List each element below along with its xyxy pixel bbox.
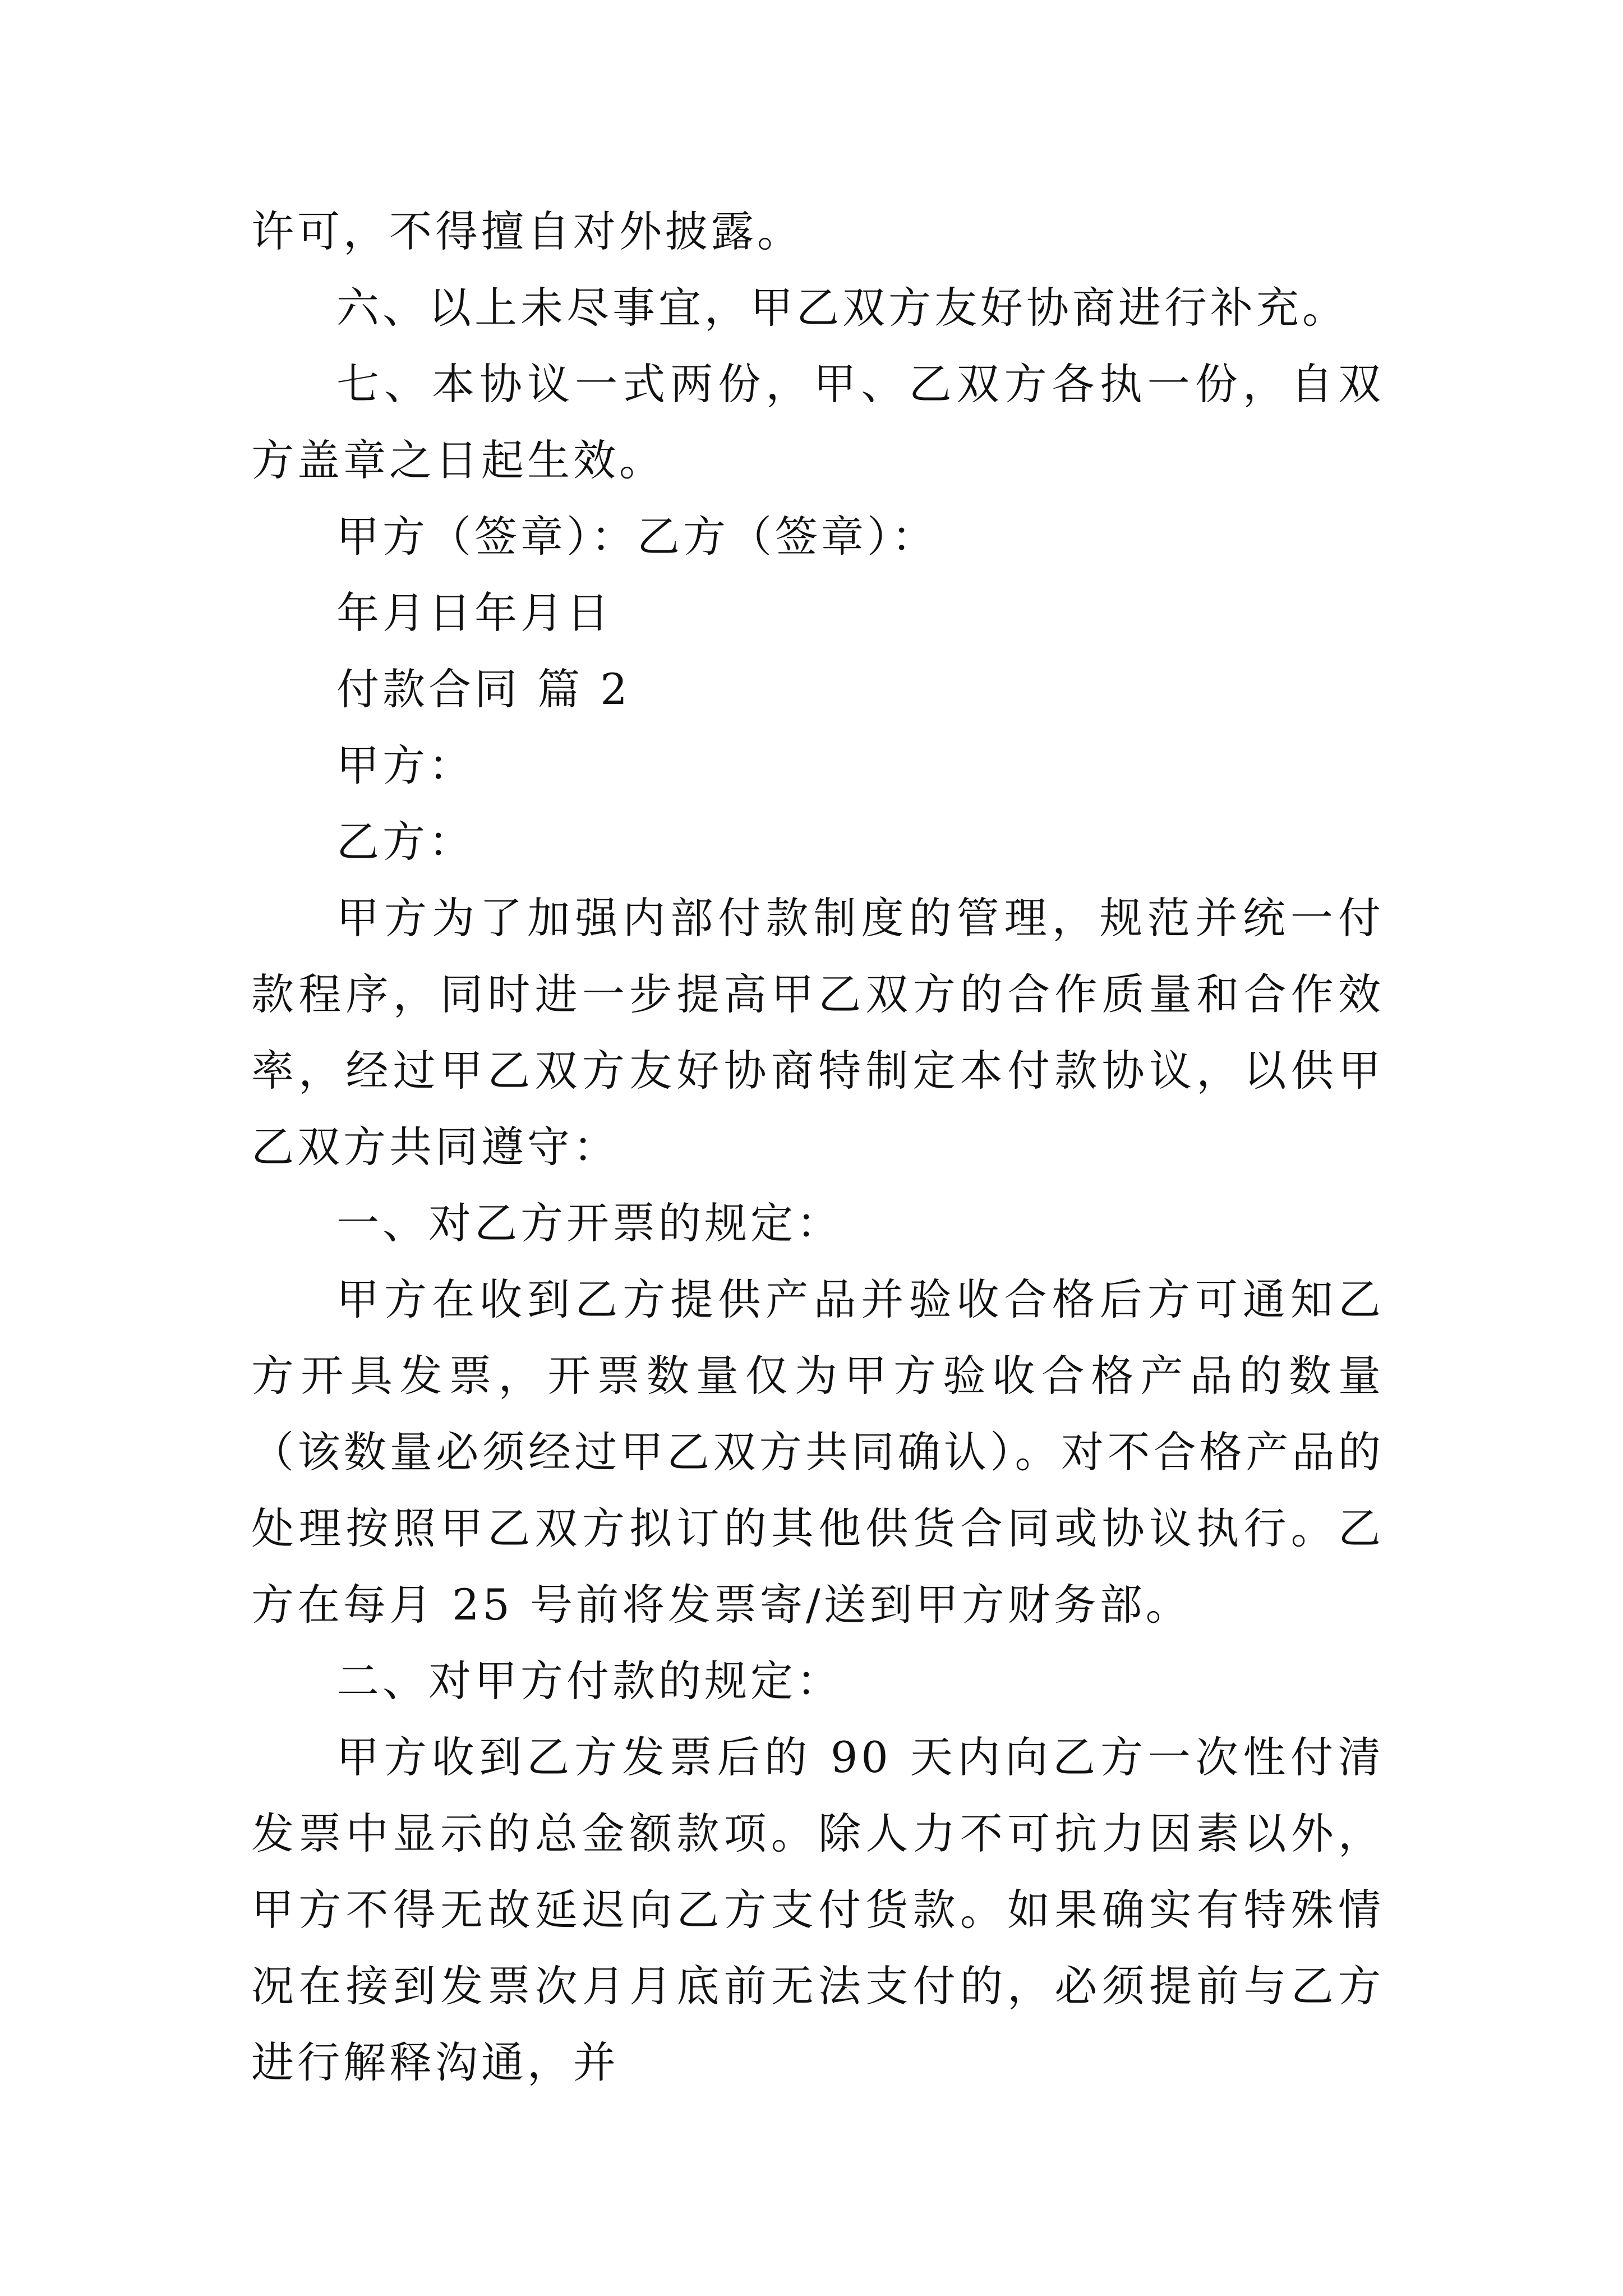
paragraph: 许可，不得擅自对外披露。 — [251, 206, 803, 256]
paragraph: 七、本协议一式两份，甲、乙双方各执一份，自双方盖章之日起生效。 — [251, 359, 1384, 485]
signature-line: 甲方（签章）：乙方（签章）： — [336, 512, 938, 562]
date-line: 年月日年月日 — [336, 588, 612, 638]
paragraph: 甲方在收到乙方提供产品并验收合格后方可通知乙方开具发票，开票数量仅为甲方验收合格产品的数量（该数量必须经过甲乙双方共同确认）。对不合格产品的处理按照甲乙双方拟订的其他供货合同或协议执行。乙方在每月 25 号前将发票寄/送到甲方财务部。 — [251, 1274, 1384, 1630]
paragraph: 甲方为了加强内部付款制度的管理，规范并统一付款程序，同时进一步提高甲乙双方的合作质量和合作效率，经过甲乙双方友好协商特制定本付款协议，以供甲乙双方共同遵守： — [251, 893, 1384, 1172]
section-heading: 付款合同 篇 2 — [336, 664, 631, 714]
paragraph: 甲方收到乙方发票后的 90 天内向乙方一次性付清发票中显示的总金额款项。除人力不可抗力因素以外，甲方不得无故延迟向乙方支付货款。如果确实有特殊情况在接到发票次月月底前无法支付的，必须提前与乙方进行解释沟通，并 — [251, 1732, 1384, 2087]
clause-heading: 二、对甲方付款的规定： — [336, 1656, 842, 1706]
party-b-line: 乙方： — [336, 817, 474, 867]
clause-heading: 一、对乙方开票的规定： — [336, 1198, 842, 1248]
document-body — [251, 194, 1384, 2101]
party-a-line: 甲方： — [336, 740, 474, 790]
paragraph: 六、以上未尽事宜，甲乙双方友好协商进行补充。 — [336, 283, 1348, 333]
